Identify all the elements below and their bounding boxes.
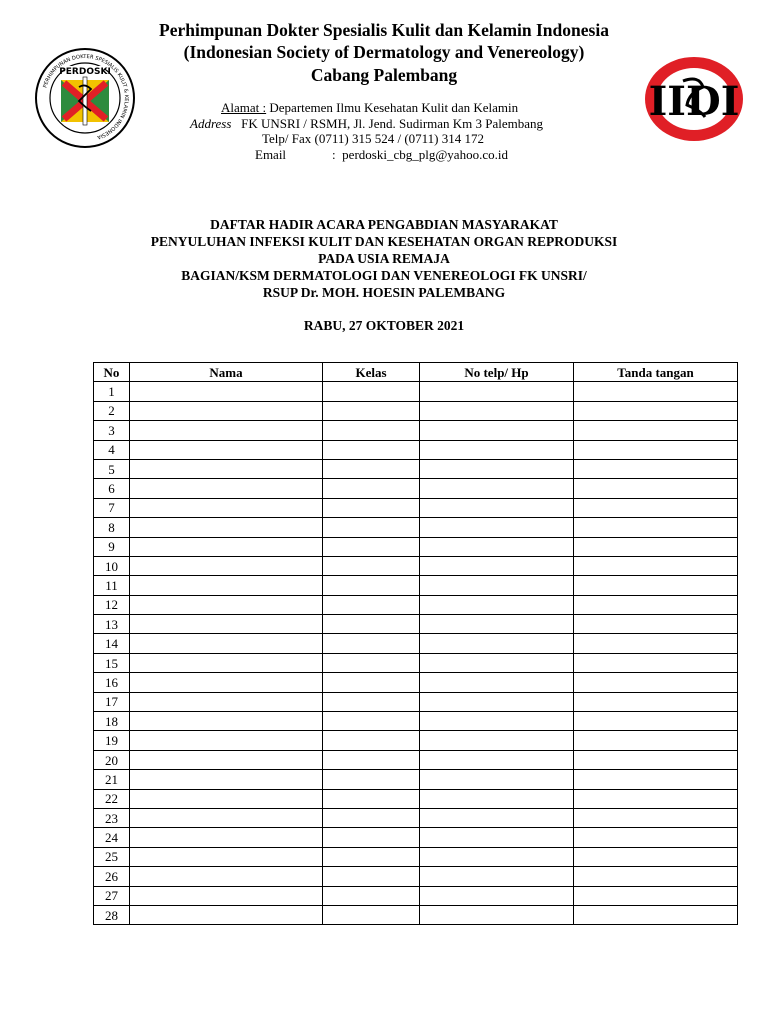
cell-telp[interactable] [420, 518, 574, 537]
table-row [94, 867, 738, 886]
table-row [94, 712, 738, 731]
row-number: 15 [94, 653, 130, 672]
cell-kelas[interactable] [323, 498, 420, 517]
table-header-row [94, 363, 738, 382]
cell-telp[interactable] [420, 421, 574, 440]
row-number: 21 [94, 770, 130, 789]
table-row [94, 847, 738, 866]
cell-nama[interactable] [130, 440, 323, 459]
address-line-english [190, 116, 543, 132]
cell-tanda-tangan[interactable] [574, 905, 738, 924]
cell-nama[interactable] [130, 498, 323, 517]
cell-tanda-tangan[interactable] [574, 498, 738, 517]
row-number: 7 [94, 498, 130, 517]
cell-telp[interactable] [420, 595, 574, 614]
cell-telp[interactable] [420, 576, 574, 595]
logo-left-text: PERDOSKI [59, 67, 111, 77]
cell-nama[interactable] [130, 576, 323, 595]
header-nama: Nama [130, 363, 323, 382]
cell-nama[interactable] [130, 634, 323, 653]
email-line [255, 147, 508, 163]
cell-kelas[interactable] [323, 789, 420, 808]
table-row [94, 886, 738, 905]
cell-kelas[interactable] [323, 615, 420, 634]
cell-kelas[interactable] [323, 905, 420, 924]
cell-tanda-tangan[interactable] [574, 615, 738, 634]
org-name-english: (Indonesian Society of Dermatology and Venereology) [183, 42, 585, 62]
cell-telp[interactable] [420, 615, 574, 634]
table-row [94, 595, 738, 614]
cell-telp[interactable] [420, 459, 574, 478]
doc-title-line-3: PADA USIA REMAJA [318, 251, 450, 266]
table-row [94, 673, 738, 692]
address-label: Address [190, 116, 232, 131]
table-row [94, 770, 738, 789]
branch-name: Cabang Palembang [310, 65, 458, 85]
attendance-table [93, 362, 738, 925]
table-row [94, 692, 738, 711]
cell-kelas[interactable] [323, 731, 420, 750]
cell-nama[interactable] [130, 905, 323, 924]
cell-telp[interactable] [420, 770, 574, 789]
cell-kelas[interactable] [323, 750, 420, 769]
cell-kelas[interactable] [323, 479, 420, 498]
cell-kelas[interactable] [323, 537, 420, 556]
cell-nama[interactable] [130, 867, 323, 886]
cell-tanda-tangan[interactable] [574, 886, 738, 905]
table-row [94, 518, 738, 537]
table-row [94, 731, 738, 750]
cell-nama[interactable] [130, 789, 323, 808]
row-number: 19 [94, 731, 130, 750]
table-row [94, 905, 738, 924]
cell-nama[interactable] [130, 518, 323, 537]
cell-tanda-tangan[interactable] [574, 634, 738, 653]
cell-kelas[interactable] [323, 382, 420, 401]
table-row [94, 537, 738, 556]
row-number: 12 [94, 595, 130, 614]
row-number: 9 [94, 537, 130, 556]
cell-nama[interactable] [130, 537, 323, 556]
cell-nama[interactable] [130, 401, 323, 420]
cell-tanda-tangan[interactable] [574, 518, 738, 537]
cell-telp[interactable] [420, 905, 574, 924]
cell-tanda-tangan[interactable] [574, 421, 738, 440]
logo-ring-text: PERHIMPUNAN DOKTER SPESIALIS KULIT & KELAMIN INDONESIA [42, 53, 130, 141]
row-number: 23 [94, 808, 130, 827]
header-no: No [94, 363, 130, 382]
doc-title-line-5: RSUP Dr. MOH. HOESIN PALEMBANG [262, 285, 506, 300]
row-number: 25 [94, 847, 130, 866]
table-row [94, 789, 738, 808]
row-number: 28 [94, 905, 130, 924]
iidi-logo [643, 55, 745, 143]
row-number: 16 [94, 673, 130, 692]
cell-telp[interactable] [420, 808, 574, 827]
cell-nama[interactable] [130, 808, 323, 827]
cell-tanda-tangan[interactable] [574, 847, 738, 866]
cell-tanda-tangan[interactable] [574, 382, 738, 401]
table-row [94, 498, 738, 517]
event-date: RABU, 27 OKTOBER 2021 [303, 318, 465, 333]
cell-nama[interactable] [130, 595, 323, 614]
table-row [94, 459, 738, 478]
cell-nama[interactable] [130, 731, 323, 750]
cell-tanda-tangan[interactable] [574, 673, 738, 692]
cell-kelas[interactable] [323, 692, 420, 711]
cell-kelas[interactable] [323, 770, 420, 789]
row-number: 8 [94, 518, 130, 537]
cell-kelas[interactable] [323, 576, 420, 595]
row-number: 20 [94, 750, 130, 769]
cell-nama[interactable] [130, 479, 323, 498]
cell-telp[interactable] [420, 440, 574, 459]
cell-tanda-tangan[interactable] [574, 440, 738, 459]
address-value: FK UNSRI / RSMH, Jl. Jend. Sudirman Km 3 Palembang [241, 116, 544, 131]
header-tanda-tangan: Tanda tangan [574, 363, 738, 382]
row-number: 10 [94, 556, 130, 575]
cell-kelas[interactable] [323, 886, 420, 905]
cell-tanda-tangan[interactable] [574, 595, 738, 614]
row-number: 3 [94, 421, 130, 440]
cell-nama[interactable] [130, 750, 323, 769]
row-number: 6 [94, 479, 130, 498]
row-number: 24 [94, 828, 130, 847]
cell-tanda-tangan[interactable] [574, 401, 738, 420]
perdoski-logo [34, 47, 136, 149]
alamat-value: Departemen Ilmu Kesehatan Kulit dan Kelamin [266, 100, 519, 115]
cell-nama[interactable] [130, 770, 323, 789]
cell-tanda-tangan[interactable] [574, 770, 738, 789]
cell-tanda-tangan[interactable] [574, 828, 738, 847]
table-row [94, 808, 738, 827]
cell-tanda-tangan[interactable] [574, 867, 738, 886]
cell-nama[interactable] [130, 382, 323, 401]
cell-telp[interactable] [420, 653, 574, 672]
table-row [94, 421, 738, 440]
cell-kelas[interactable] [323, 440, 420, 459]
table-row [94, 750, 738, 769]
table-row [94, 615, 738, 634]
cell-tanda-tangan[interactable] [574, 537, 738, 556]
cell-tanda-tangan[interactable] [574, 459, 738, 478]
doc-title-line-2: PENYULUHAN INFEKSI KULIT DAN KESEHATAN ORGAN REPRODUKSI [150, 234, 618, 249]
table-row [94, 634, 738, 653]
cell-tanda-tangan[interactable] [574, 556, 738, 575]
email-value: perdoski_cbg_plg@yahoo.co.id [342, 147, 508, 162]
cell-telp[interactable] [420, 634, 574, 653]
org-name: Perhimpunan Dokter Spesialis Kulit dan Kelamin Indonesia [159, 20, 609, 40]
cell-nama[interactable] [130, 673, 323, 692]
cell-kelas[interactable] [323, 808, 420, 827]
row-number: 2 [94, 401, 130, 420]
cell-kelas[interactable] [323, 401, 420, 420]
table-row [94, 440, 738, 459]
table-row [94, 556, 738, 575]
cell-telp[interactable] [420, 712, 574, 731]
table-row [94, 576, 738, 595]
cell-tanda-tangan[interactable] [574, 750, 738, 769]
cell-nama[interactable] [130, 556, 323, 575]
table-row [94, 401, 738, 420]
row-number: 1 [94, 382, 130, 401]
cell-telp[interactable] [420, 886, 574, 905]
table-row [94, 653, 738, 672]
row-number: 5 [94, 459, 130, 478]
doc-title-line-4: BAGIAN/KSM DERMATOLOGI DAN VENEREOLOGI FK UNSRI/ [181, 268, 587, 283]
alamat-label: Alamat : [221, 100, 267, 115]
header-kelas: Kelas [323, 363, 420, 382]
row-number: 22 [94, 789, 130, 808]
cell-kelas[interactable] [323, 595, 420, 614]
cell-nama[interactable] [130, 421, 323, 440]
cell-telp[interactable] [420, 828, 574, 847]
cell-tanda-tangan[interactable] [574, 576, 738, 595]
cell-tanda-tangan[interactable] [574, 692, 738, 711]
cell-telp[interactable] [420, 537, 574, 556]
row-number: 26 [94, 867, 130, 886]
row-number: 4 [94, 440, 130, 459]
table-row [94, 382, 738, 401]
cell-tanda-tangan[interactable] [574, 653, 738, 672]
cell-nama[interactable] [130, 692, 323, 711]
telp-fax: Telp/ Fax (0711) 315 524 / (0711) 314 172 [262, 131, 484, 146]
row-number: 27 [94, 886, 130, 905]
doc-title-line-1: DAFTAR HADIR ACARA PENGABDIAN MASYARAKAT [210, 217, 558, 232]
cell-kelas[interactable] [323, 712, 420, 731]
row-number: 17 [94, 692, 130, 711]
row-number: 11 [94, 576, 130, 595]
cell-nama[interactable] [130, 653, 323, 672]
cell-telp[interactable] [420, 401, 574, 420]
cell-telp[interactable] [420, 692, 574, 711]
row-number: 13 [94, 615, 130, 634]
cell-tanda-tangan[interactable] [574, 712, 738, 731]
cell-telp[interactable] [420, 382, 574, 401]
cell-nama[interactable] [130, 847, 323, 866]
row-number: 14 [94, 634, 130, 653]
cell-kelas[interactable] [323, 828, 420, 847]
cell-kelas[interactable] [323, 459, 420, 478]
cell-telp[interactable] [420, 556, 574, 575]
email-separator: : [332, 147, 336, 162]
cell-nama[interactable] [130, 886, 323, 905]
email-label: Email [255, 147, 287, 162]
cell-telp[interactable] [420, 789, 574, 808]
logo-right-text: IIDI [648, 78, 740, 125]
cell-telp[interactable] [420, 498, 574, 517]
cell-tanda-tangan[interactable] [574, 731, 738, 750]
cell-nama[interactable] [130, 712, 323, 731]
cell-nama[interactable] [130, 459, 323, 478]
cell-telp[interactable] [420, 479, 574, 498]
cell-telp[interactable] [420, 750, 574, 769]
cell-telp[interactable] [420, 847, 574, 866]
cell-tanda-tangan[interactable] [574, 479, 738, 498]
cell-nama[interactable] [130, 828, 323, 847]
header-telp: No telp/ Hp [420, 363, 574, 382]
cell-kelas[interactable] [323, 556, 420, 575]
cell-kelas[interactable] [323, 867, 420, 886]
cell-nama[interactable] [130, 615, 323, 634]
cell-kelas[interactable] [323, 653, 420, 672]
cell-telp[interactable] [420, 731, 574, 750]
cell-telp[interactable] [420, 673, 574, 692]
address-line-alamat [221, 100, 518, 116]
cell-kelas[interactable] [323, 518, 420, 537]
cell-tanda-tangan[interactable] [574, 808, 738, 827]
cell-kelas[interactable] [323, 673, 420, 692]
cell-kelas[interactable] [323, 847, 420, 866]
cell-telp[interactable] [420, 867, 574, 886]
cell-kelas[interactable] [323, 421, 420, 440]
row-number: 18 [94, 712, 130, 731]
cell-tanda-tangan[interactable] [574, 789, 738, 808]
table-row [94, 828, 738, 847]
table-row [94, 479, 738, 498]
cell-kelas[interactable] [323, 634, 420, 653]
